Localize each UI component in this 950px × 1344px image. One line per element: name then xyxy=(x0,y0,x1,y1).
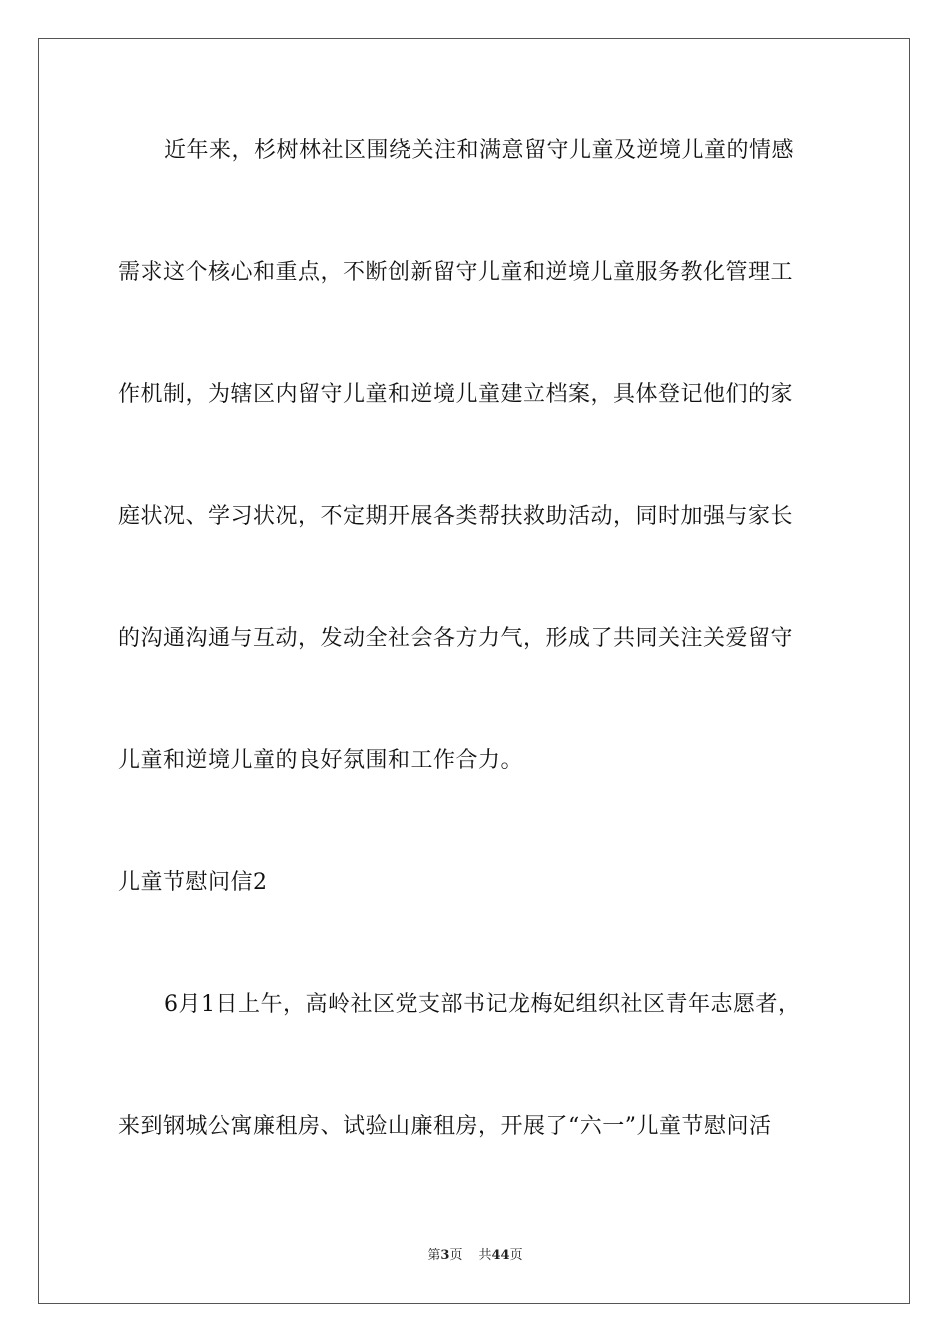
section-heading: 儿童节慰问信2 xyxy=(118,870,268,895)
paragraph-line: 作机制，为辖区内留守儿童和逆境儿童建立档案，具体登记他们的家 xyxy=(118,382,794,407)
current-page-number: 3 xyxy=(440,1248,450,1263)
paragraph-line: 庭状况、学习状况，不定期开展各类帮扶救助活动，同时加强与家长 xyxy=(118,504,794,529)
page-footer xyxy=(0,1247,950,1265)
total-suffix: 页 xyxy=(509,1248,523,1263)
total-page-count: 44 xyxy=(491,1248,510,1263)
page-prefix: 第 xyxy=(427,1248,441,1263)
paragraph-line: 近年来，杉树林社区围绕关注和满意留守儿童及逆境儿童的情感 xyxy=(164,138,795,163)
page-suffix: 页 xyxy=(449,1248,463,1263)
total-prefix: 共 xyxy=(478,1248,492,1263)
paragraph-line: 需求这个核心和重点，不断创新留守儿童和逆境儿童服务教化管理工 xyxy=(118,260,794,285)
paragraph-line: 6月1日上午，高岭社区党支部书记龙梅妃组织社区青年志愿者， xyxy=(164,992,801,1017)
paragraph-line: 来到钢城公寓廉租房、试验山廉租房，开展了“六一”儿童节慰问活 xyxy=(118,1114,772,1139)
paragraph-line: 的沟通沟通与互动，发动全社会各方力气，形成了共同关注关爱留守 xyxy=(118,626,794,651)
paragraph-line: 儿童和逆境儿童的良好氛围和工作合力。 xyxy=(118,748,524,773)
